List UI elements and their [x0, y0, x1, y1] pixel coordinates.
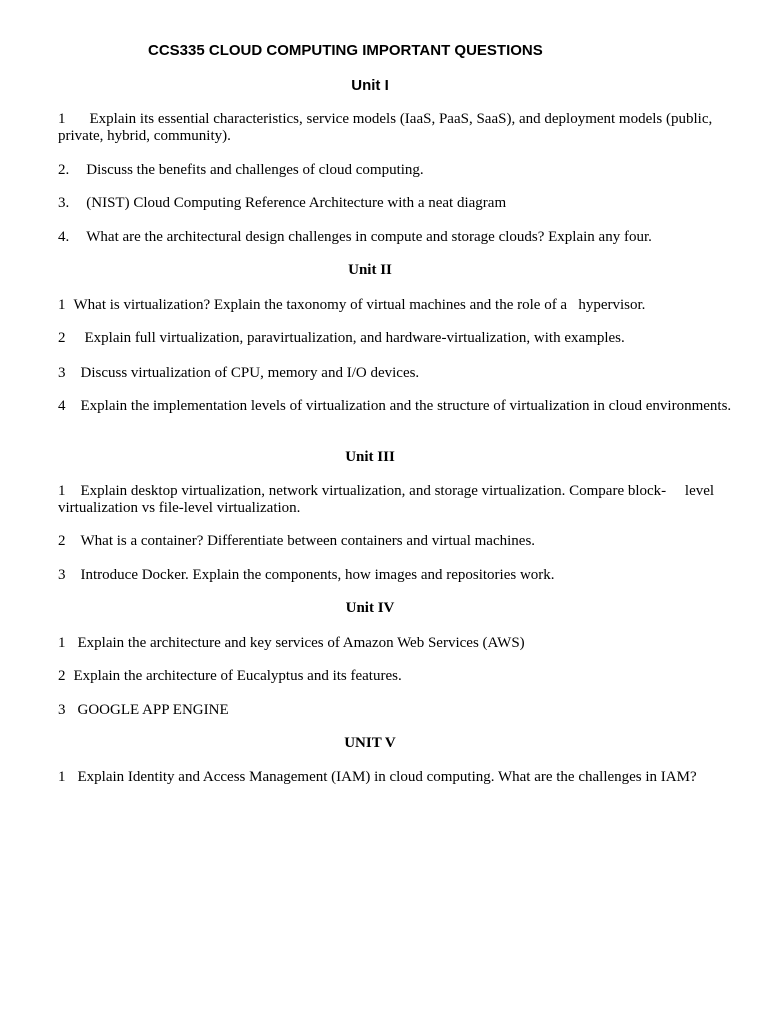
- question-number: 1: [58, 483, 66, 499]
- question-text: Explain Identity and Access Management (IAM) in cloud computing. What are the challenges in IAM?: [77, 769, 697, 785]
- question-text: (NIST) Cloud Computing Reference Architecture with a neat diagram: [86, 195, 507, 211]
- document-title: CCS335 CLOUD COMPUTING IMPORTANT QUESTIONS: [148, 42, 543, 59]
- question-text: Explain the implementation levels of virtualization and the structure of virtualization in cloud environments.: [80, 398, 732, 414]
- question-text: Explain its essential characteristics, service models (IaaS, PaaS, SaaS), and deployment models (public, private, hybrid, community).: [58, 111, 713, 144]
- question-number: 2: [58, 668, 66, 684]
- question-number: 3: [58, 567, 66, 583]
- question-number: 3: [58, 365, 66, 381]
- question-text: Explain full virtualization, paravirtualization, and hardware-virtualization, with examples.: [84, 330, 625, 346]
- question-number: 2: [58, 330, 66, 346]
- unit-5-question-1: [58, 769, 736, 786]
- unit-1-question-2: [58, 162, 736, 179]
- unit-1-heading: Unit I: [351, 77, 389, 94]
- unit-2-question-4: [58, 398, 736, 415]
- unit-4-heading: Unit IV: [345, 600, 395, 616]
- question-text: Discuss the benefits and challenges of cloud computing.: [86, 162, 424, 178]
- question-text: GOOGLE APP ENGINE: [77, 702, 229, 718]
- unit-1-question-3: [58, 195, 736, 212]
- unit-2-question-1: [58, 297, 736, 314]
- question-number: 2: [58, 533, 66, 549]
- question-number: 1: [58, 297, 66, 313]
- unit-2-question-2: [58, 330, 736, 347]
- question-number: 3: [58, 702, 66, 718]
- question-text: Explain desktop virtualization, network virtualization, and storage virtualization. Compare block- level virtualization vs file-level virtualization.: [58, 483, 718, 516]
- unit-2-question-3: [58, 365, 736, 382]
- unit-3-question-1: [58, 483, 736, 517]
- question-text: Discuss virtualization of CPU, memory and I/O devices.: [80, 365, 420, 381]
- question-text: What are the architectural design challenges in compute and storage clouds? Explain any four.: [86, 229, 652, 245]
- unit-5-heading: UNIT V: [344, 735, 396, 751]
- unit-4-question-2: [58, 668, 736, 685]
- question-number: 1: [58, 111, 66, 127]
- question-text: What is virtualization? Explain the taxonomy of virtual machines and the role of a hypervisor.: [73, 297, 646, 313]
- question-text: What is a container? Differentiate between containers and virtual machines.: [80, 533, 536, 549]
- unit-2-heading: Unit II: [348, 262, 392, 278]
- unit-3-heading: Unit III: [345, 449, 395, 465]
- unit-4-question-1: [58, 635, 736, 652]
- question-text: Explain the architecture and key services of Amazon Web Services (AWS): [77, 635, 525, 651]
- unit-1-question-1: [58, 111, 736, 145]
- question-number: 1: [58, 635, 66, 651]
- unit-1-question-4: [58, 229, 736, 246]
- question-text: Explain the architecture of Eucalyptus and its features.: [73, 668, 402, 684]
- unit-3-question-3: [58, 567, 736, 584]
- question-text: Introduce Docker. Explain the components, how images and repositories work.: [80, 567, 555, 583]
- unit-4-question-3: [58, 702, 736, 719]
- question-number: 2.: [58, 162, 70, 178]
- question-number: 3.: [58, 195, 70, 211]
- unit-3-question-2: [58, 533, 736, 550]
- question-number: 4.: [58, 229, 70, 245]
- question-number: 4: [58, 398, 66, 414]
- question-number: 1: [58, 769, 66, 785]
